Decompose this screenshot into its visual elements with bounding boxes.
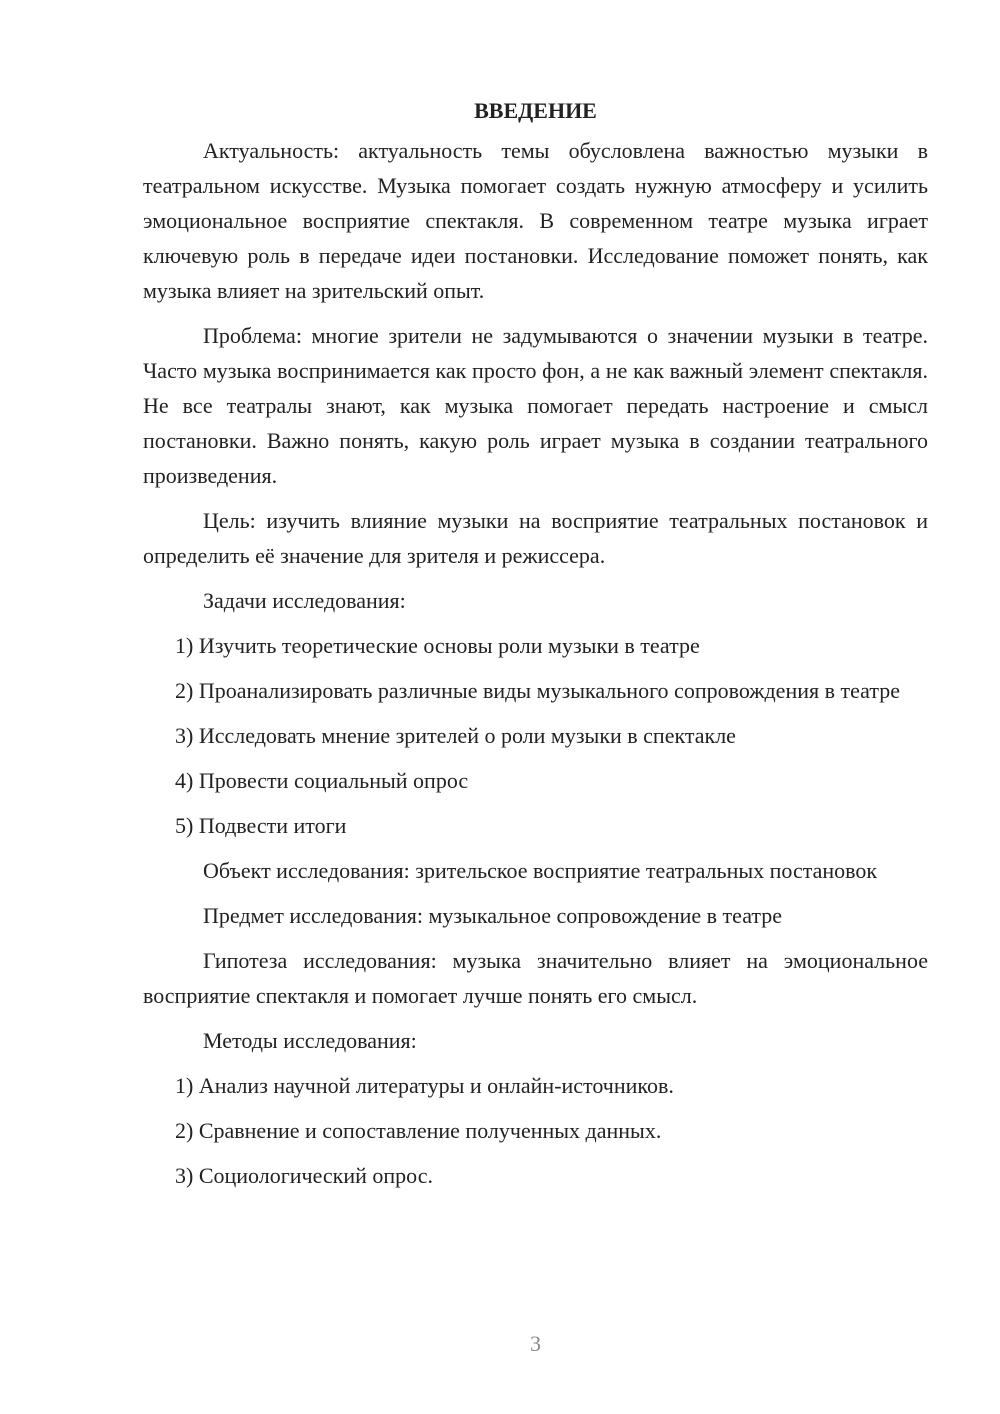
method-item-1: 1) Анализ научной литературы и онлайн-источников. — [175, 1073, 674, 1098]
task-item-2: 2) Проанализировать различные виды музыкального сопровождения в театре — [175, 678, 900, 703]
relevance-paragraph: Актуальность: актуальность темы обусловлена важностью музыки в театральном искусстве. Музыка помогает создать нужную атмосферу и усилить эмоциональное восприятие спектакля. В современном театре музыка играет ключевую роль в передаче идеи постановки. Исследование поможет понять, как музыка влияет на зрительский опыт. — [143, 138, 928, 303]
task-item-4: 4) Провести социальный опрос — [175, 768, 469, 793]
hypothesis-paragraph: Гипотеза исследования: музыка значительно влияет на эмоциональное восприятие спектакля и помогает лучше понять его смысл. — [143, 948, 928, 1008]
problem-paragraph: Проблема: многие зрители не задумываются о значении музыки в театре. Часто музыка воспринимается как просто фон, а не как важный элемент спектакля. Не все театралы знают, как музыка помогает передать настроение и смысл постановки. Важно понять, какую роль играет музыка в создании театрального произведения. — [143, 323, 928, 488]
object-paragraph: Объект исследования: зрительское восприятие театральных постановок — [203, 858, 878, 883]
document-page — [143, 93, 928, 1203]
subject-paragraph: Предмет исследования: музыкальное сопровождение в театре — [203, 903, 783, 928]
method-item-3: 3) Социологический опрос. — [175, 1163, 433, 1188]
page-number: 3 — [530, 1331, 541, 1356]
methods-heading: Методы исследования: — [203, 1028, 417, 1053]
task-item-3: 3) Исследовать мнение зрителей о роли музыки в спектакле — [175, 723, 736, 748]
method-item-2: 2) Сравнение и сопоставление полученных данных. — [175, 1118, 662, 1143]
tasks-heading: Задачи исследования: — [203, 588, 406, 613]
task-item-1: 1) Изучить теоретические основы роли музыки в театре — [175, 633, 700, 658]
section-title: ВВЕДЕНИЕ — [474, 98, 597, 123]
goal-paragraph: Цель: изучить влияние музыки на восприятие театральных постановок и определить её значение для зрителя и режиссера. — [143, 508, 928, 568]
task-item-5: 5) Подвести итоги — [175, 813, 347, 838]
